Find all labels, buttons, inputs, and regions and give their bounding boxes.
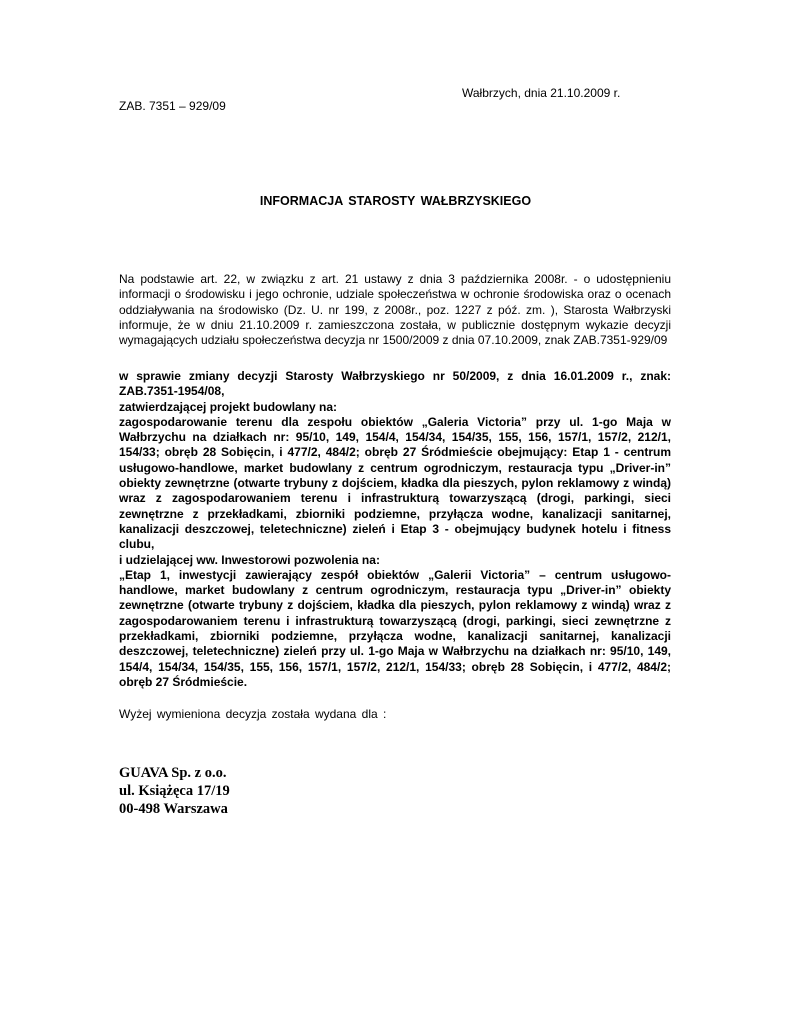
approving-label: zatwierdzającej projekt budowlany na: bbox=[119, 399, 338, 414]
permit-label: i udzielającej ww. Inwestorowi pozwolenia na: bbox=[119, 552, 380, 567]
place-date: Wałbrzych, dnia 21.10.2009 r. bbox=[462, 86, 621, 100]
document-title: INFORMACJA STAROSTY WAŁBRZYSKIEGO bbox=[259, 194, 532, 208]
decision-details bbox=[119, 369, 671, 690]
permit-text: „Etap 1, inwestycji zawierający zespół obiektów „Galerii Victoria” – centrum usługowo-handlowe, market budowlany z centrum ogrodniczym, restauracja typu „Driver-in” obiekty zewnętrzne (otwarte trybuny z dojściem, kładka dla pieszych, pylon reklamowy z windą) wraz z zagospodarowaniem terenu i infrastrukturą towarzyszącą (drogi, parkingi, sieci zewnętrzne z przekładkami, zbiorniki podziemne, przyłącza wodne, kanalizacji sanitarnej, kanalizacji deszczowej, teletechniczne) zieleń przy ul. 1-go Maja w Wałbrzychu na działkach nr: 95/10, 149, 154/4, 154/34, 154/35, 155, 156, 157/1, 157/2, 212/1, 154/33; obręb 28 Sobięcin, i 477/2, 484/2; obręb 27 Śródmieście. bbox=[119, 567, 671, 689]
investor-street: ul. Książęca 17/19 bbox=[119, 783, 230, 799]
decision-subject: w sprawie zmiany decyzji Starosty Wałbrzyskiego nr 50/2009, z dnia 16.01.2009 r., znak: ZAB.7351-1954/08, bbox=[119, 369, 671, 399]
intro-paragraph: Na podstawie art. 22, w związku z art. 21 ustawy z dnia 3 października 2008r. - o udostępnieniu informacji o środowisku i jego ochronie, udziale społeczeństwa w ochronie środowiska oraz o ocenach oddziaływania na środowisko (Dz. U. nr 199, z 2008r., poz. 1227 z póź. zm. ), Starosta Wałbrzyski informuje, że w dniu 21.10.2009 r. zamieszczona została, w publicznie dostępnym wykazie decyzji wymagających udziału społeczeństwa decyzja nr 1500/2009 z dnia 07.10.2009, znak ZAB.7351-929/09 bbox=[119, 272, 671, 348]
issued-to-label: Wyżej wymieniona decyzja została wydana dla : bbox=[119, 707, 387, 721]
approving-text: zagospodarowanie terenu dla zespołu obiektów „Galeria Victoria” przy ul. 1-go Maja w Wałbrzychu na działkach nr: 95/10, 149, 154/4, 154/34, 154/35, 155, 156, 157/1, 157/2, 212/1, 154/33; obręb 28 Sobięcin, i 477/2, 484/2; obręb 27 Śródmieście obejmujący: Etap 1 - centrum usługowo-handlowe, market budowlany z centrum ogrodniczym, restauracja typu „Driver-in” obiekty zewnętrzne (otwarte trybuny z dojściem, kładka dla pieszych, pylon reklamowy z windą) wraz z zagospodarowaniem terenu i infrastrukturą towarzyszącą (drogi, parkingi, sieci zewnętrzne z przekładkami, zbiorniki podziemne, przyłącza wodne, kanalizacji sanitarnej, kanalizacji deszczowej, teletechniczne) zieleń i Etap 3 - obejmujący budynek hotelu i fitness clubu, bbox=[119, 414, 671, 552]
investor-address bbox=[119, 764, 230, 818]
case-reference: ZAB. 7351 – 929/09 bbox=[119, 99, 226, 113]
investor-city: 00-498 Warszawa bbox=[119, 801, 228, 817]
investor-name: GUAVA Sp. z o.o. bbox=[119, 765, 227, 781]
